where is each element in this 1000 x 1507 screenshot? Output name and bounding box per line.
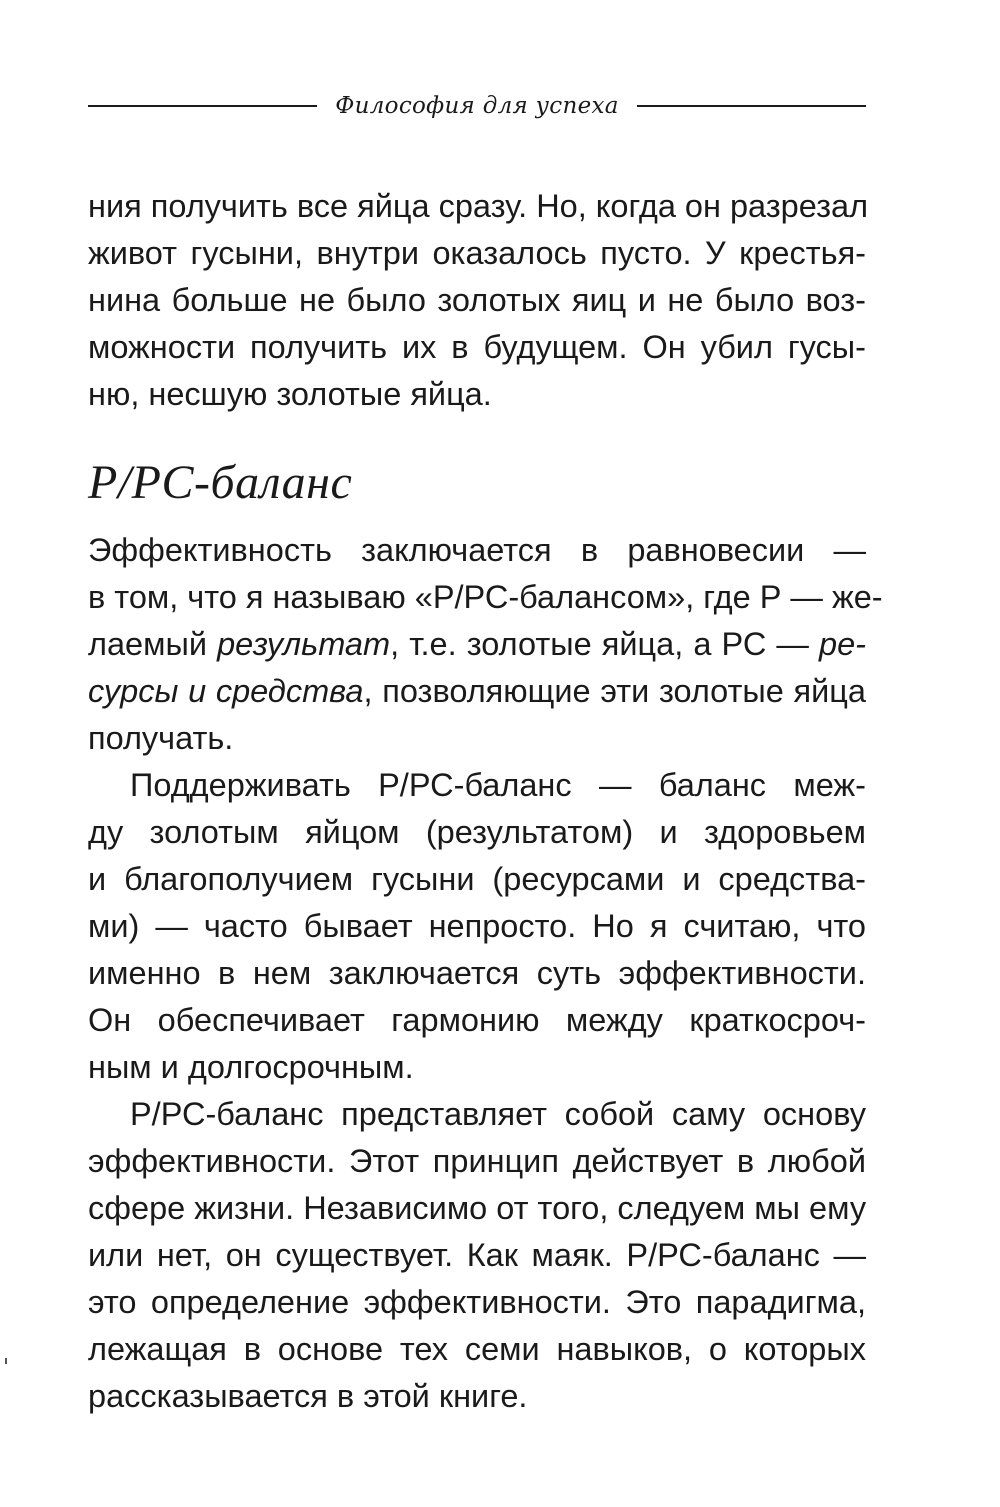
header-rule-right — [637, 105, 866, 107]
text-line: сфере жизни. Независимо от того, следуем мы ему — [88, 1190, 867, 1226]
text-line: Он обеспечивает гармонию между краткосроч- — [88, 1002, 866, 1038]
intro-paragraph — [88, 183, 869, 418]
text-line: Поддерживать Р/РС-баланс — баланс меж- — [130, 767, 866, 803]
running-header — [88, 86, 866, 126]
text-line: можности получить их в будущем. Он убил гусы- — [88, 329, 866, 365]
text-line: Эффективность заключается в равновесии — — [88, 532, 866, 568]
text-run: , т.е. золотые яйца, а РС — — [390, 626, 820, 662]
text-line: нина больше не было золотых яиц и не было воз- — [88, 282, 866, 318]
text-line: в том, что я называю «Р/РС-балансом», где Р — же- — [88, 579, 883, 615]
text-line: живот гусыни, внутри оказалось пусто. У крестья- — [88, 235, 866, 271]
scan-speck — [5, 1358, 7, 1364]
section-heading: Р/РС-баланс — [88, 456, 353, 509]
text-line: получать. — [88, 720, 234, 756]
header-rule-left — [88, 105, 317, 107]
text-line: Р/РС-баланс представляет собой саму основу — [130, 1096, 866, 1132]
emphasis-resources-cont: сурсы и средства — [88, 673, 364, 709]
section-paragraph-1 — [88, 527, 883, 762]
text-line: эффективности. Этот принцип действует в любой — [88, 1143, 866, 1179]
text-line: ду золотым яйцом (результатом) и здоровьем — [88, 814, 866, 850]
section-paragraph-3 — [88, 1091, 866, 1420]
text-run: , позволяющие эти золотые яйца — [363, 673, 866, 709]
text-line: это определение эффективности. Это парадигма, — [88, 1284, 866, 1320]
text-line: ным и долгосрочным. — [88, 1049, 414, 1085]
text-line: рассказывается в этой книге. — [88, 1378, 528, 1414]
text-line: ния получить все яйца сразу. Но, когда он разрезал — [88, 188, 869, 224]
text-line: лежащая в основе тех семи навыков, о которых — [88, 1331, 866, 1367]
text-line: или нет, он существует. Как маяк. Р/РС-баланс — — [88, 1237, 866, 1273]
text-line — [88, 668, 866, 715]
text-line: ми) — часто бывает непросто. Но я считаю, что — [88, 908, 866, 944]
emphasis-resources: ре- — [819, 626, 866, 662]
text-line: и благополучием гусыни (ресурсами и средства- — [88, 861, 866, 897]
running-header-title: Философия для успеха — [335, 93, 619, 119]
text-line: именно в нем заключается суть эффективности. — [88, 955, 866, 991]
text-run: лаемый — [88, 626, 218, 662]
text-line — [88, 621, 866, 668]
text-line: ню, несшую золотые яйца. — [88, 376, 492, 412]
emphasis-result: результат — [217, 626, 391, 662]
section-paragraph-2 — [88, 762, 866, 1091]
